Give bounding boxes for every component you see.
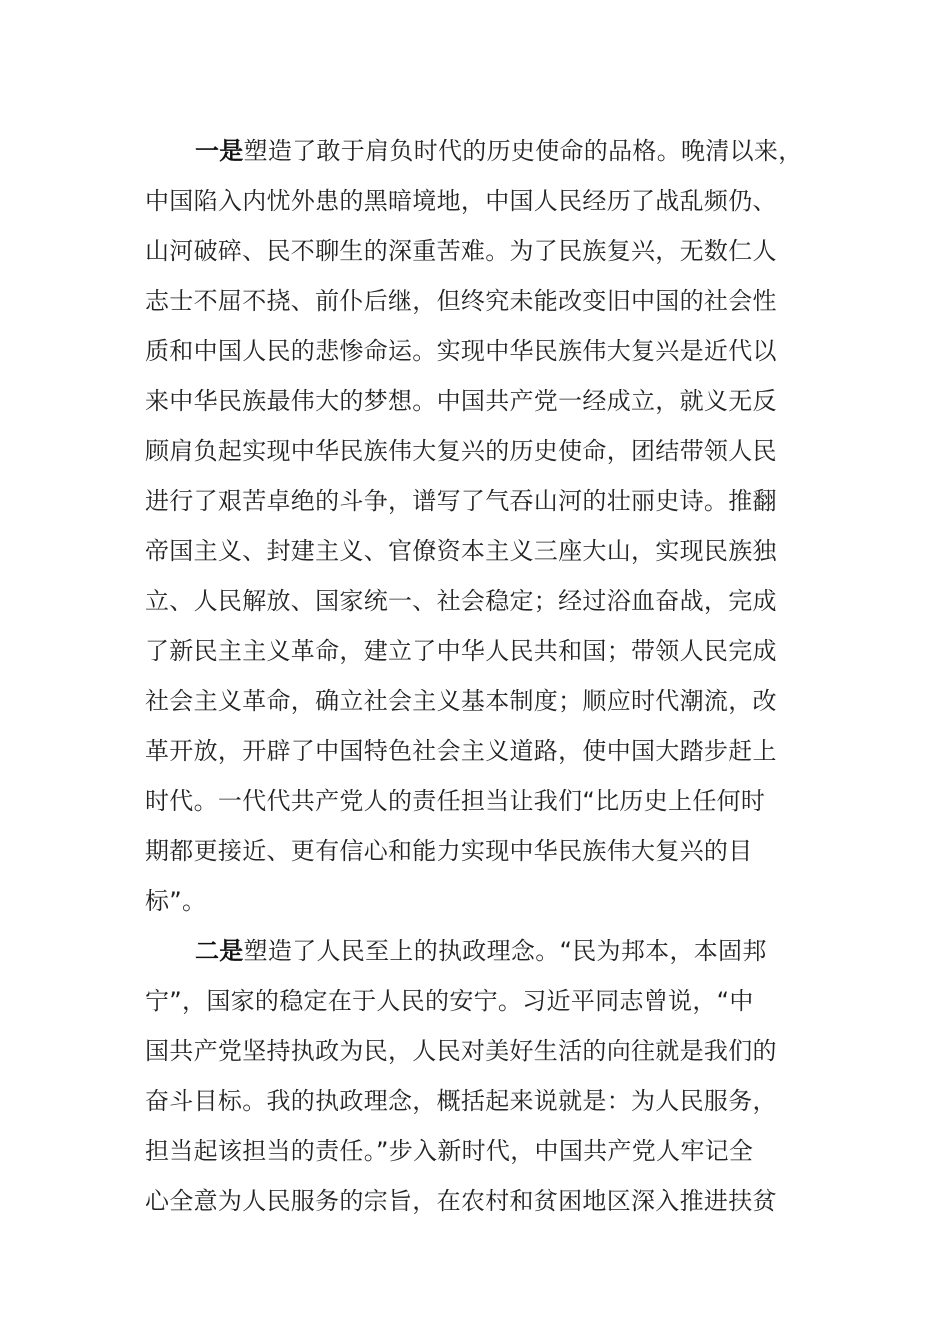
paragraph-2-line: 奋斗目标。我的执政理念，概括起来说就是：为人民服务，	[145, 1087, 777, 1115]
paragraph-1-line: 帝国主义、封建主义、官僚资本主义三座大山，实现民族独	[145, 537, 777, 565]
paragraph-1-line: 中国陷入内忧外患的黑暗境地，中国人民经历了战乱频仍、	[145, 187, 777, 215]
paragraph-1-line: 顾肩负起实现中华民族伟大复兴的历史使命，团结带领人民	[145, 437, 777, 465]
paragraph-1-line: 进行了艰苦卓绝的斗争，谱写了气吞山河的壮丽史诗。推翻	[145, 487, 777, 515]
paragraph-1-line: 期都更接近、更有信心和能力实现中华民族伟大复兴的目	[145, 837, 753, 865]
paragraph-1-line: 社会主义革命，确立社会主义基本制度；顺应时代潮流，改	[145, 687, 777, 715]
paragraph-1-line: 标”。	[145, 887, 207, 915]
paragraph-2-line: 担当起该担当的责任。”步入新时代，中国共产党人牢记全	[145, 1137, 754, 1165]
paragraph-1-line: 时代。一代代共产党人的责任担当让我们“比历史上任何时	[145, 787, 766, 815]
paragraph-1-line: 革开放，开辟了中国特色社会主义道路，使中国大踏步赶上	[145, 737, 777, 765]
document-body	[145, 126, 805, 1226]
paragraph-1-line: 立、人民解放、国家统一、社会稳定；经过浴血奋战，完成	[145, 587, 777, 615]
paragraph-2-line: 国共产党坚持执政为民，人民对美好生活的向往就是我们的	[145, 1037, 777, 1065]
paragraph-1-lead: 一是	[195, 137, 244, 165]
paragraph-1-line-1	[145, 126, 805, 176]
paragraph-1-text: 塑造了敢于肩负时代的历史使命的品格。晚清以来，	[243, 137, 803, 165]
paragraph-2-lead: 二是	[195, 937, 244, 965]
paragraph-2-line: 宁”，国家的稳定在于人民的安宁。习近平同志曾说，“中	[145, 987, 754, 1015]
paragraph-1-line: 志士不屈不挠、前仆后继，但终究未能改变旧中国的社会性	[145, 287, 777, 315]
paragraph-1-line: 了新民主主义革命，建立了中华人民共和国；带领人民完成	[145, 637, 777, 665]
paragraph-2-line-1	[145, 926, 805, 976]
paragraph-1-line: 来中华民族最伟大的梦想。中国共产党一经成立，就义无反	[145, 387, 777, 415]
paragraph-1-line: 质和中国人民的悲惨命运。实现中华民族伟大复兴是近代以	[145, 337, 777, 365]
paragraph-1-line: 山河破碎、民不聊生的深重苦难。为了民族复兴，无数仁人	[145, 237, 777, 265]
paragraph-2-line: 心全意为人民服务的宗旨，在农村和贫困地区深入推进扶贫	[145, 1187, 777, 1215]
paragraph-2-text: 塑造了人民至上的执政理念。“民为邦本，本固邦	[243, 937, 767, 965]
